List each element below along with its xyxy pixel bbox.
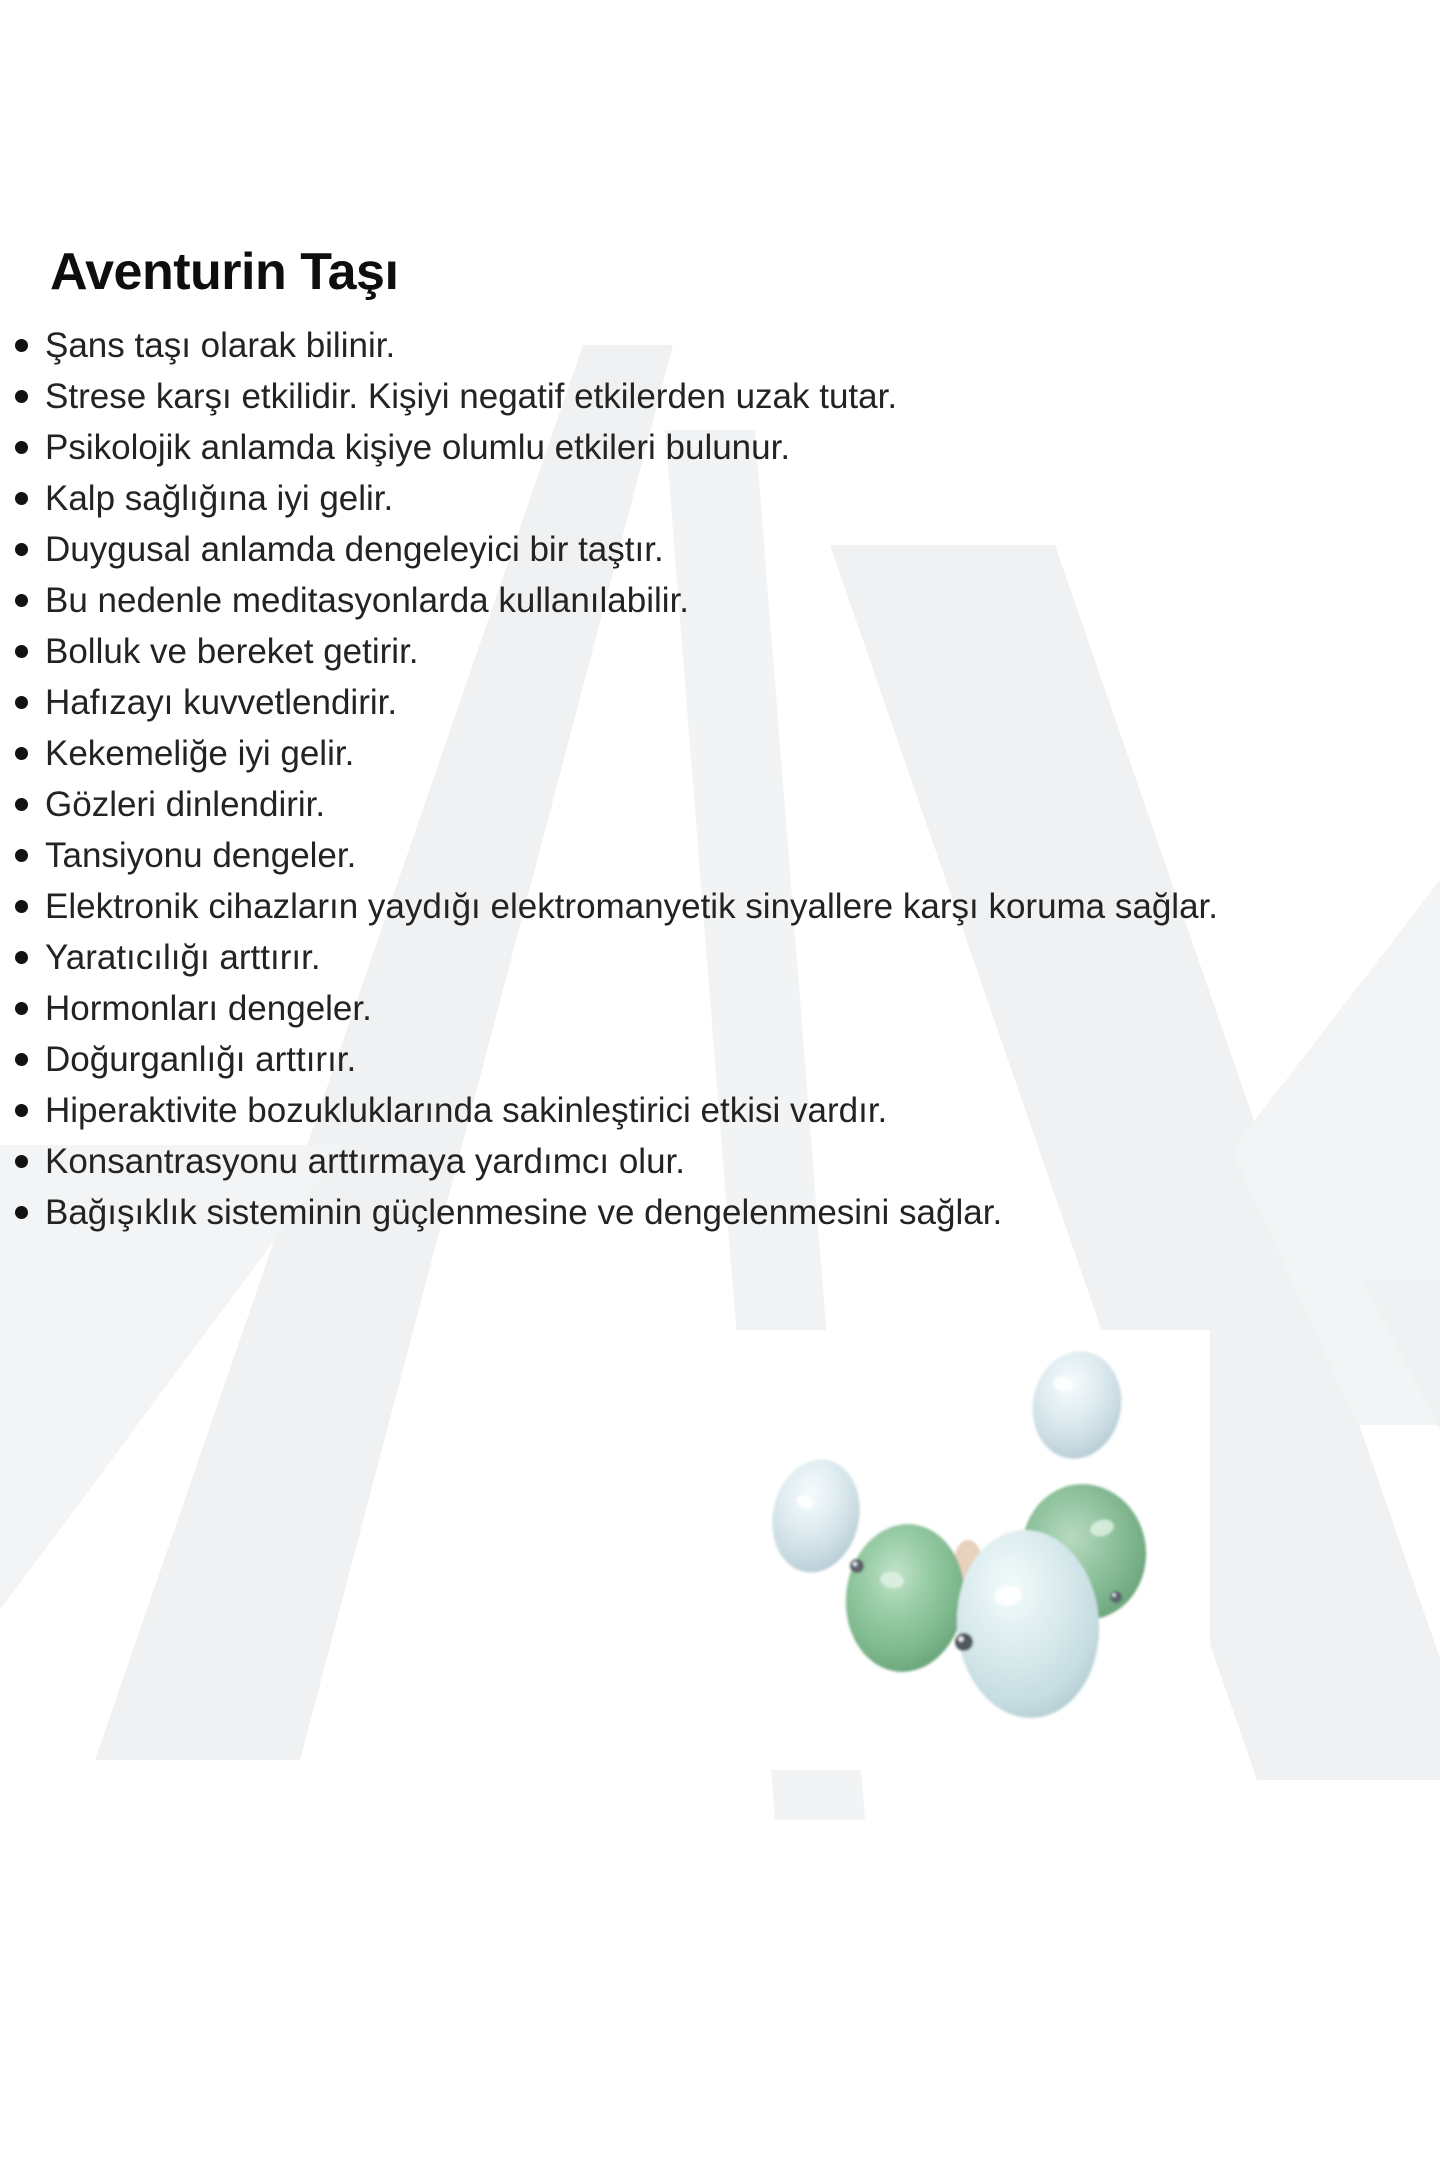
- bullet-icon: [15, 441, 28, 454]
- bullet-icon: [15, 645, 28, 658]
- list-item: [0, 1085, 1440, 1136]
- bullet-icon: [15, 951, 28, 964]
- bullet-icon: [15, 849, 28, 862]
- page-title: Aventurin Taşı: [50, 243, 399, 301]
- bullet-icon: [15, 696, 28, 709]
- list-item: [0, 932, 1440, 983]
- list-item: [0, 371, 1440, 422]
- list-item-text: Hiperaktivite bozukluklarında sakinleştirici etkisi vardır.: [45, 1090, 888, 1130]
- list-item: [0, 1136, 1440, 1187]
- list-item-text: Bu nedenle meditasyonlarda kullanılabilir.: [45, 580, 690, 620]
- bullet-icon: [15, 1053, 28, 1066]
- list-item-text: Elektronik cihazların yaydığı elektromanyetik sinyallere karşı koruma sağlar.: [45, 886, 1218, 926]
- benefits-list: [0, 320, 1440, 1238]
- list-item-text: Bolluk ve bereket getirir.: [45, 631, 419, 671]
- list-item-text: Şans taşı olarak bilinir.: [45, 325, 396, 365]
- bullet-icon: [15, 1002, 28, 1015]
- bullet-icon: [15, 1104, 28, 1117]
- list-item: [0, 728, 1440, 779]
- bullet-icon: [15, 747, 28, 760]
- list-item: [0, 473, 1440, 524]
- list-item-text: Strese karşı etkilidir. Kişiyi negatif etkilerden uzak tutar.: [45, 376, 898, 416]
- list-item: [0, 677, 1440, 728]
- bullet-icon: [15, 900, 28, 913]
- list-item-text: Konsantrasyonu arttırmaya yardımcı olur.: [45, 1141, 685, 1181]
- list-item: [0, 983, 1440, 1034]
- list-item: [0, 524, 1440, 575]
- list-item-text: Kalp sağlığına iyi gelir.: [45, 478, 394, 518]
- list-item-text: Psikolojik anlamda kişiye olumlu etkileri bulunur.: [45, 427, 791, 467]
- list-item-text: Tansiyonu dengeler.: [45, 835, 357, 875]
- bullet-icon: [15, 594, 28, 607]
- list-item-text: Gözleri dinlendirir.: [45, 784, 326, 824]
- list-item-text: Doğurganlığı arttırır.: [45, 1039, 357, 1079]
- list-item: [0, 422, 1440, 473]
- list-item-text: Bağışıklık sisteminin güçlenmesine ve dengelenmesini sağlar.: [45, 1192, 1003, 1232]
- list-item: [0, 1187, 1440, 1238]
- list-item: [0, 1034, 1440, 1085]
- bullet-icon: [15, 492, 28, 505]
- list-item: [0, 575, 1440, 626]
- bullet-icon: [15, 390, 28, 403]
- list-item: [0, 830, 1440, 881]
- list-item-text: Hormonları dengeler.: [45, 988, 372, 1028]
- list-item: [0, 626, 1440, 677]
- list-item-text: Yaratıcılığı arttırır.: [45, 937, 321, 977]
- list-item-text: Hafızayı kuvvetlendirir.: [45, 682, 398, 722]
- list-item-text: Duygusal anlamda dengeleyici bir taştır.: [45, 529, 664, 569]
- list-item-text: Kekemeliğe iyi gelir.: [45, 733, 355, 773]
- bullet-icon: [15, 1206, 28, 1219]
- list-item: [0, 320, 1440, 371]
- bullet-icon: [15, 543, 28, 556]
- bullet-icon: [15, 339, 28, 352]
- list-item: [0, 779, 1440, 830]
- list-item: [0, 881, 1440, 932]
- bullet-icon: [15, 1155, 28, 1168]
- bullet-icon: [15, 798, 28, 811]
